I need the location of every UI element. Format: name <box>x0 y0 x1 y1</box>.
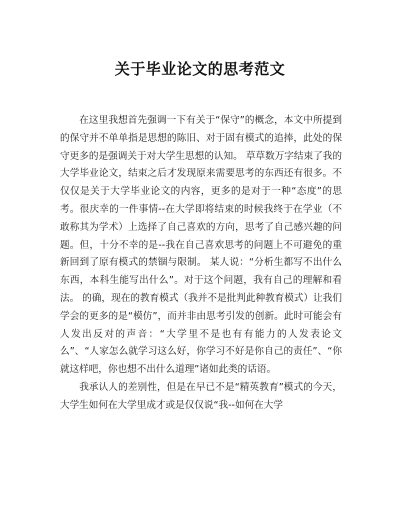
body-paragraph-1: 在这里我想首先强调一下有关于“保守”的概念，本文中所提到的保守并不单单指是思想的陈旧、对于固有模式的追捧，此处的保守更多的是强调关于对大学生思想的认知。 草草数万字结束了我的大学毕业论文，结束之后才发现原来需要思考的东西还有很多。不仅仅是关于大学毕业论文的内容，更多的是对于一种“态度”的思考。很庆幸的一件事情--在大学即将结束的时候我终于在学业（不敢称其为学术）上选择了自己喜欢的方向，思考了自己感兴趣的问题。但，十分不幸的是--我在自己喜欢思考的问题上不可避免的重新回到了原有模式的禁锢与限制。 某人说：“分析生都写不出什么东西，本科生能写出什么”。对于这个问题，我有自己的理解和看法。 的确，现在的教育模式（我并不是批判此种教育模式）让我们学会的更多的是“模仿”，而并非由思考引发的创新。此时可能会有人发出反对的声音：“大学里不是也有有能力的人发表论文么”、“人家怎么就学习这么好，你学习不好是你自己的责任”、“你就这样吧，你也想不出什么道理”诸如此类的话语。 <box>60 115 342 376</box>
body-paragraph-2: 我承认人的差别性，但是在早已不是“精英教育”模式的今天，大学生如何在大学里成才或是仅仅说“我--如何在大学 <box>60 381 342 411</box>
document-body <box>60 112 342 415</box>
document-title: 关于毕业论文的思考范文 <box>114 60 286 78</box>
